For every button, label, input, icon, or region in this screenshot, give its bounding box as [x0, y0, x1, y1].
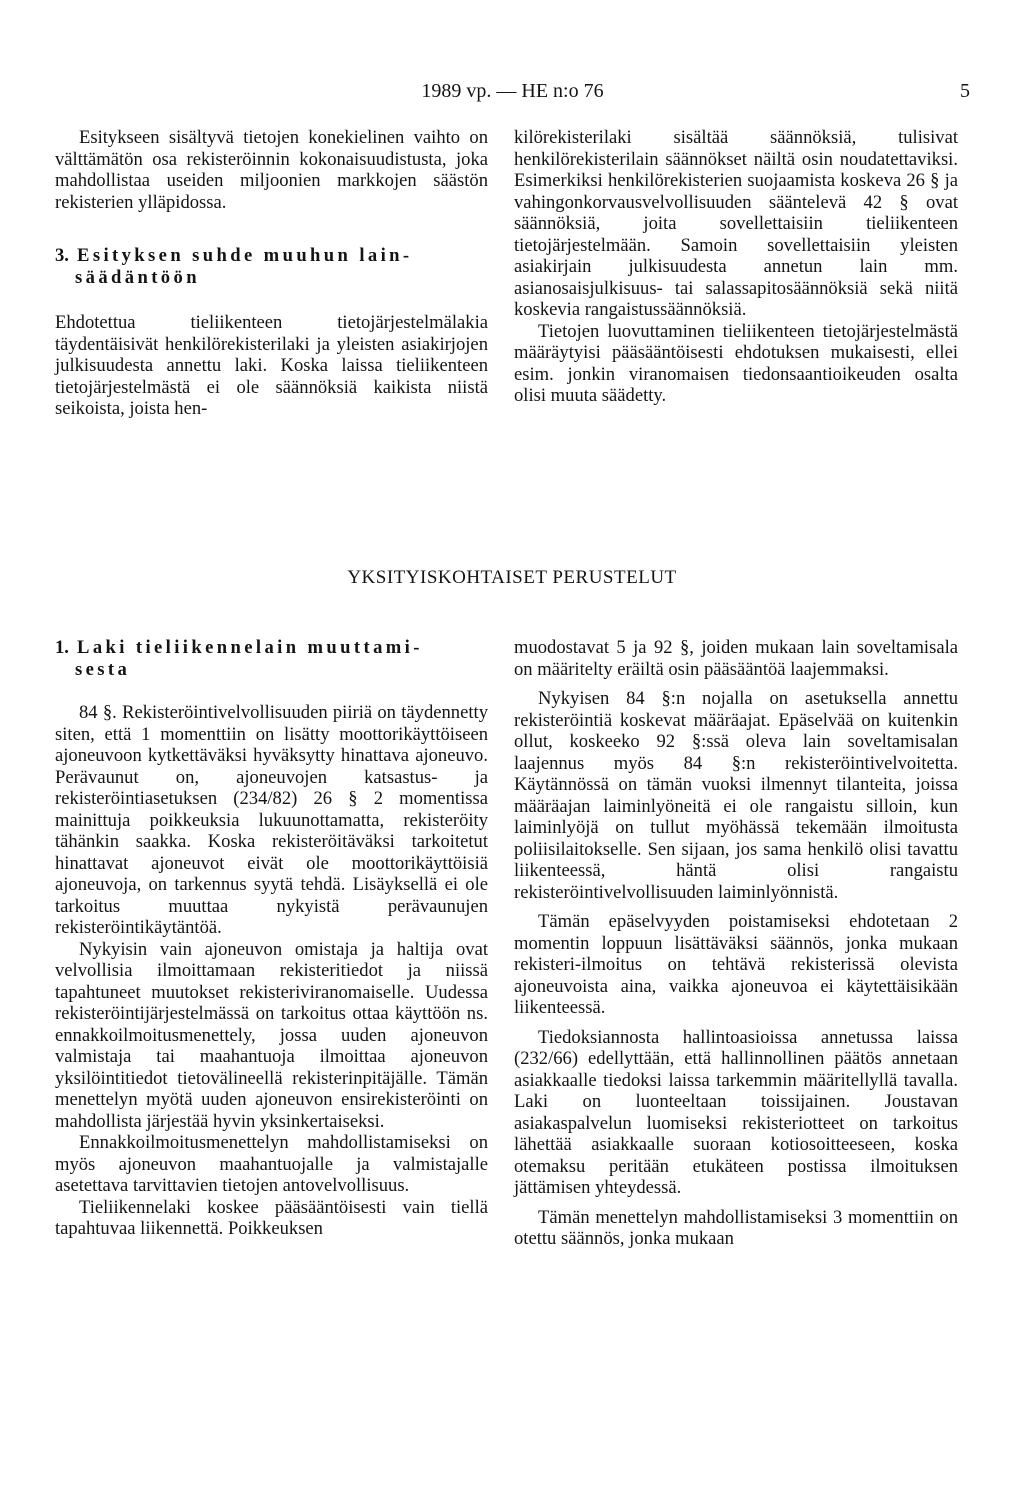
section-title: Laki tieliikennelain muuttami- [77, 637, 423, 658]
paragraph: Nykyisen 84 §:n nojalla on asetuksella annettu rekisteröintiä koskevat määräajat. Epäselvää on kuitenkin ollut, koskeeko 92 §:ssä oleva lain soveltamisalan laajennus myös 84 §:n rekisteröintivelvoitetta. Käytännössä on tämän vuoksi ilmennyt tilanteita, joissa määräajan laiminlyöneitä ei ole rangaistu silloin, kun laiminlyöjä on tullut myöhässä tekemään ilmoitusta poliisilaitokselle. Sen sijaan, jos sama henkilö olisi tavattu liikenteessä, häntä olisi rangaistu rekisteröintivelvollisuuden laiminlyönnistä. [514, 688, 958, 903]
bottom-right-column [514, 637, 958, 1250]
paragraph: Tiedoksiannosta hallintoasioissa annetussa laissa (232/66) edellyttään, että hallinnollinen päätös annetaan asiakkaalle tiedoksi laissa tarkemmin määritellyllä tavalla. Laki on luonteeltaan toissijainen. Joustavan asiakaspalvelun luomiseksi rekisteriotteet on tarkoitus lähettää asiakkaalle suoraan kotiosoitteeseen, koska otemaksu peritään etukäteen postissa ilmoituksen jättämisen yhteydessä. [514, 1026, 958, 1198]
paragraph: Ennakkoilmoitusmenettelyn mahdollistamiseksi on myös ajoneuvon maahantuojalle ja valmistajalle asetettava tarvittavien tietojen antovelvollisuus. [55, 1132, 488, 1196]
page-header [55, 78, 970, 104]
section-title-cont: säädäntöön [75, 266, 200, 288]
running-header: 1989 vp. — HE n:o 76 [421, 80, 604, 102]
paragraph: Ehdotettua tieliikenteen tietojärjestelmälakia täydentäisivät henkilörekisterilaki ja yleisten asiakirjojen julkisuudesta annettu laki. Koska laissa tieliikenteen tietojärjestelmästä ei ole säännöksiä kaikista niistä seikoista, joista hen- [55, 312, 488, 419]
section-heading-3 [55, 245, 488, 288]
paragraph: Tämän menettelyn mahdollistamiseksi 3 momenttiin on otettu säännös, jonka mukaan [514, 1206, 958, 1249]
section-heading-1 [55, 637, 488, 680]
paragraph: Tietojen luovuttaminen tieliikenteen tietojärjestelmästä määräytyisi pääsääntöisesti ehdotuksen mukaisesti, ellei esim. jonkin viranomaisen tiedonsaantioikeuden osalta olisi muuta säädetty. [514, 320, 958, 406]
paragraph: Tieliikennelaki koskee pääsääntöisesti vain tiellä tapahtuvaa liikennettä. Poikkeuksen [55, 1196, 488, 1239]
section-title-cont: sesta [75, 658, 131, 680]
top-right-column [514, 127, 958, 407]
paragraph: Nykyisin vain ajoneuvon omistaja ja haltija ovat velvollisia ilmoittamaan rekisteritiedot ja niissä tapahtuneet muutokset rekisteriviranomaiselle. Uudessa rekisteröintijärjestelmässä on tarkoitus ottaa käyttöön ns. ennakkoilmoitusmenettely, jossa uuden ajoneuvon valmistaja tai maahantuoja ilmoittaa ajoneuvon yksilöintitiedot tietovälineellä rekisterinpitäjälle. Tämän menettelyn myötä uuden ajoneuvon ensirekisteröinti on mahdollista järjestää hyvin yksinkertaiseksi. [55, 938, 488, 1132]
section-heading-main: YKSITYISKOHTAISET PERUSTELUT [347, 567, 677, 588]
paragraph: kilörekisterilaki sisältää säännöksiä, tulisivat henkilörekisterilain säännökset näiltä osin noudatettaviksi. Esimerkiksi henkilörekisterien suojaamista koskeva 26 § ja vahingonkorvausvelvollisuuden sääntelevä 42 § ovat säännöksiä, joita sovellettaisiin tieliikenteen tietojärjestelmään. Samoin sovellettaisiin yleisten asiakirjain julkisuudesta annetun lain mm. asianosaisjulkisuus- tai salassapitosäännöksiä sekä niitä koskevia rangaistussäännöksiä. [514, 127, 958, 320]
bottom-left-column [55, 637, 488, 1240]
paragraph: 84 §. Rekisteröintivelvollisuuden piiriä on täydennetty siten, että 1 momenttiin on lisätty moottorikäyttöiseen ajoneuvoon kytkettäväksi hyväksytty hinattava ajoneuvo. Perävaunut on, ajoneuvojen katsastus- ja rekisteröintiasetuksen (234/82) 26 § 2 momentissa mainittuja poikkeuksia lukuunottamatta, rekisteröity tähänkin saakka. Koska rekisteröitäväksi tarkoitetut hinattavat ajoneuvot eivät ole moottorikäyttöisiä ajoneuvoja, on tarkennus syytä tehdä. Lisäyksellä ei ole tarkoitus muuttaa nykyistä perävaunujen rekisteröintikäytäntöä. [55, 702, 488, 938]
section-number: 1. [55, 637, 69, 658]
paragraph: Esitykseen sisältyvä tietojen konekielinen vaihto on välttämätön osa rekisteröinnin kokonaisuudistusta, joka mahdollistaa useiden miljoonien markkojen säästön rekisterien ylläpidossa. [55, 127, 488, 213]
top-left-column [55, 127, 488, 420]
page-number: 5 [960, 80, 970, 102]
paragraph: muodostavat 5 ja 92 §, joiden mukaan lain soveltamisala on määritelty eräiltä osin pääsääntöä laajemmaksi. [514, 637, 958, 680]
section-number: 3. [55, 245, 69, 266]
section-title: Esityksen suhde muuhun lain- [77, 245, 413, 266]
paragraph: Tämän epäselvyyden poistamiseksi ehdotetaan 2 momentin loppuun lisättäväksi säännös, jonka mukaan rekisteri-ilmoitus on tehtävä rekisterissä olevista ajoneuvoista aina, vaikka ajoneuvoa ei käytettäisikään liikenteessä. [514, 911, 958, 1018]
